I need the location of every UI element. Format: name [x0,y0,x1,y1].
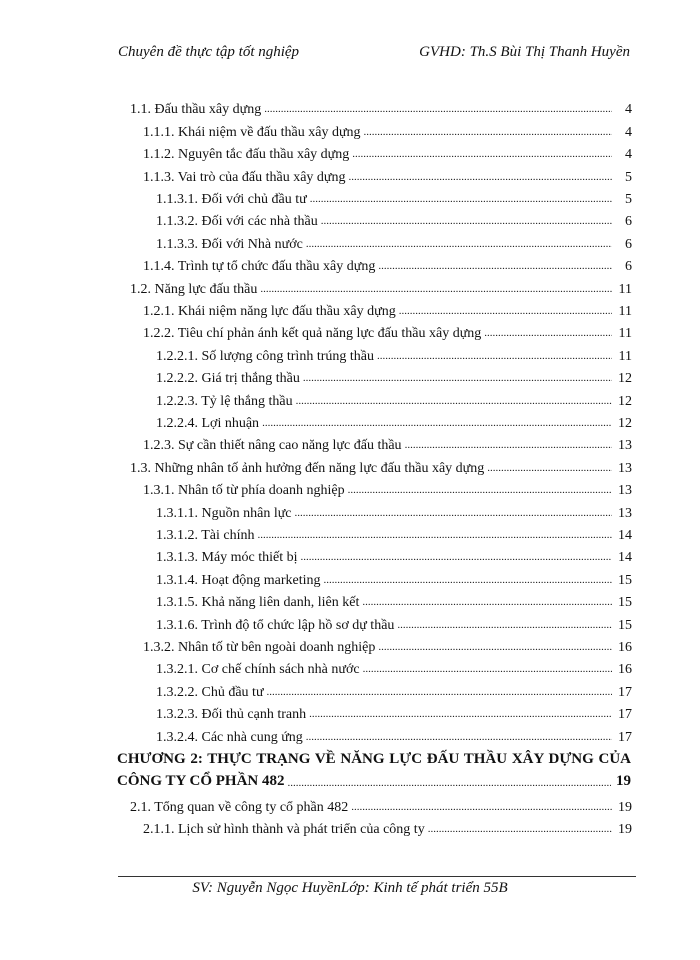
toc-entry[interactable] [156,611,632,633]
toc-leader [402,440,612,454]
toc-entry-label: 1.1.3.1. Đối với chủ đầu tư [156,191,307,207]
toc-page-number: 16 [618,639,632,655]
toc-entry[interactable] [143,477,632,499]
toc-page-number: 15 [618,617,632,633]
toc-leader [484,463,612,477]
toc-page-number: 13 [618,483,632,499]
toc-page-number: 13 [618,460,632,476]
toc-entry-label: 1.3.1.1. Nguồn nhân lực [156,505,292,521]
toc-entry-label: 1.3.1.2. Tài chính [156,527,255,543]
toc-page-number: 11 [618,326,632,342]
toc-leader [300,373,612,387]
toc-entry[interactable] [143,634,632,656]
toc-entry[interactable] [130,794,632,816]
toc-page-number: 6 [625,236,632,252]
toc-entry[interactable] [156,387,632,409]
toc-leader [359,597,612,611]
toc-leader [320,575,612,589]
toc-leader [307,194,612,208]
toc-leader [264,687,612,701]
toc-leader [293,396,612,410]
toc-page-number: 17 [618,729,632,745]
toc-leader [345,485,612,499]
toc-entry-label: 1.2.3. Sự cần thiết nâng cao năng lực đấu thầu [143,438,402,454]
toc-entry[interactable] [156,410,632,432]
toc-entry-label: 1.2.2.2. Giá trị thắng thầu [156,371,300,387]
toc-leader [375,642,612,656]
header-title: Chuyên đề thực tập tốt nghiệp [118,44,300,60]
toc-entry-label: 1.2.2.4. Lợi nhuận [156,415,260,431]
toc-leader [349,149,612,163]
toc-entry-label: 1.1.3.3. Đối với Nhà nước [156,236,303,252]
toc-entry-label: 1.1.1. Khái niệm về đấu thầu xây dựng [143,124,361,140]
toc-leader [346,172,612,186]
toc-page-number: 5 [625,169,632,185]
toc-leader [425,824,612,838]
chapter-title-line2: CÔNG TY CỔ PHẦN 482 [117,772,285,789]
toc-page-number: 12 [618,371,632,387]
toc-page-number: 15 [618,572,632,588]
toc-entry-label: 1.2.2.3. Tỷ lệ thắng thầu [156,393,293,409]
toc-entry-label: 1.3.2.2. Chủ đầu tư [156,684,264,700]
toc-entry[interactable] [143,141,632,163]
toc-leader [303,732,612,746]
toc-page-number: 6 [625,259,632,275]
toc-leader [303,239,612,253]
toc-entry[interactable] [156,544,632,566]
toc-entry-label: 1.3.2.4. Các nhà cung ứng [156,729,303,745]
toc-leader [257,284,612,298]
toc-entry-label: 1.3.1.6. Trình độ tổ chức lập hồ sơ dự thầu [156,617,395,633]
toc-entry[interactable] [143,816,632,838]
toc-entry-label: 1.3.1.4. Hoạt động marketing [156,572,321,588]
toc-leader [261,104,612,118]
toc-entry[interactable] [143,118,632,140]
toc-page-number: 13 [618,505,632,521]
toc-entry-label: 2.1. Tổng quan về công ty cổ phần 482 [130,799,349,815]
toc-leader [360,664,612,678]
toc-page-number: 14 [618,550,632,566]
toc-entry-label: 2.1.1. Lịch sử hình thành và phát triển của công ty [143,822,425,838]
toc-entry-label: 1.3.2. Nhân tố từ bên ngoài doanh nghiệp [143,639,376,655]
toc-entry-label: 1.1.3.2. Đối với các nhà thầu [156,214,318,230]
toc-page-number: 4 [625,102,632,118]
toc-entry[interactable] [156,186,632,208]
toc-entry[interactable] [156,723,632,745]
page-footer: SV: Nguyễn Ngọc HuyềnLớp: Kinh tế phát triển 55B [192,880,508,896]
toc-leader [348,802,612,816]
toc-entry-label: 1.1.2. Nguyên tắc đấu thầu xây dựng [143,147,350,163]
toc-leader [318,216,612,230]
toc-leader [361,127,612,141]
toc-page-number: 5 [625,191,632,207]
toc-leader [481,328,612,342]
footer-divider [118,876,636,877]
toc-entry-label: 1.1.3. Vai trò của đấu thầu xây dựng [143,169,346,185]
toc-entry[interactable] [143,432,632,454]
toc-entry[interactable] [143,163,632,185]
toc-entry-label: 1.3. Những nhân tố ảnh hưởng đến năng lực đấu thầu xây dựng [130,460,485,476]
toc-entry[interactable] [156,208,632,230]
toc-entry-label: 1.2.1. Khái niệm năng lực đấu thầu xây dựng [143,303,396,319]
toc-entry-label: 1.1.4. Trình tự tổ chức đấu thầu xây dựng [143,259,376,275]
toc-entry-label: 1.3.1.5. Khả năng liên danh, liên kết [156,595,360,611]
toc-page-number: 12 [618,415,632,431]
header-supervisor: GVHD: Th.S Bùi Thị Thanh Huyền [419,44,630,60]
toc-entry[interactable] [130,275,632,297]
toc-leader [394,620,612,634]
toc-entry[interactable] [156,342,632,364]
toc-leader [255,530,612,544]
toc-page-number: 17 [618,684,632,700]
toc-leader [306,709,612,723]
toc-entry-label: 1.2.2.1. Số lượng công trình trúng thầu [156,348,374,364]
toc-leader [298,552,612,566]
toc-entry[interactable] [156,365,632,387]
toc-entry[interactable] [156,701,632,723]
toc-page-number: 12 [618,393,632,409]
toc-page-number: 4 [625,124,632,140]
toc-entry[interactable] [156,566,632,588]
toc-entry-label: 1.1. Đấu thầu xây dựng [130,102,262,118]
toc-entry[interactable] [130,96,632,118]
toc-page-number: 19 [618,799,632,815]
toc-entry[interactable] [156,589,632,611]
toc-entry-label: 1.3.1.3. Máy móc thiết bị [156,550,298,566]
toc-entry[interactable] [156,656,632,678]
toc-page-number: 15 [618,595,632,611]
toc-leader [259,418,612,432]
toc-leader [396,306,612,320]
toc-entry[interactable] [156,522,632,544]
toc-entry-label: 1.3.1. Nhân tố từ phía doanh nghiệp [143,483,345,499]
toc-entry-label: 1.2.2. Tiêu chí phản ánh kết quả năng lực đấu thầu xây dựng [143,326,482,342]
toc-entry[interactable] [156,499,632,521]
chapter-title-line1: CHƯƠNG 2: THỰC TRẠNG VỀ NĂNG LỰC ĐẤU THẦU XÂY DỰNG CỦA [117,750,631,767]
toc-entry-label: 1.2. Năng lực đấu thầu [130,281,258,297]
toc-page-number: 13 [618,438,632,454]
toc-page-number: 4 [625,147,632,163]
toc-page-number: 19 [618,822,632,838]
toc-leader [292,508,612,522]
toc-leader [375,261,612,275]
toc-page-number: 17 [618,707,632,723]
toc-page-number: 11 [618,303,632,319]
toc-entry[interactable] [156,230,632,252]
toc-page-number: 16 [618,662,632,678]
toc-entry[interactable] [143,320,632,342]
toc-entry-label: 1.3.2.3. Đối thủ cạnh tranh [156,707,307,723]
toc-leader [374,351,612,365]
toc-page-number: 11 [618,348,632,364]
toc-entry[interactable] [143,253,632,275]
toc-page-number: 14 [618,527,632,543]
toc-entry[interactable] [143,298,632,320]
toc-entry-label: 1.3.2.1. Cơ chế chính sách nhà nước [156,662,360,678]
toc-page-number: 11 [618,281,632,297]
toc-entry[interactable] [130,454,632,476]
toc-leader [285,778,611,792]
toc-page-number: 19 [616,772,631,789]
toc-entry[interactable] [156,678,632,700]
chapter-2-heading [117,748,631,792]
toc-page-number: 6 [625,214,632,230]
